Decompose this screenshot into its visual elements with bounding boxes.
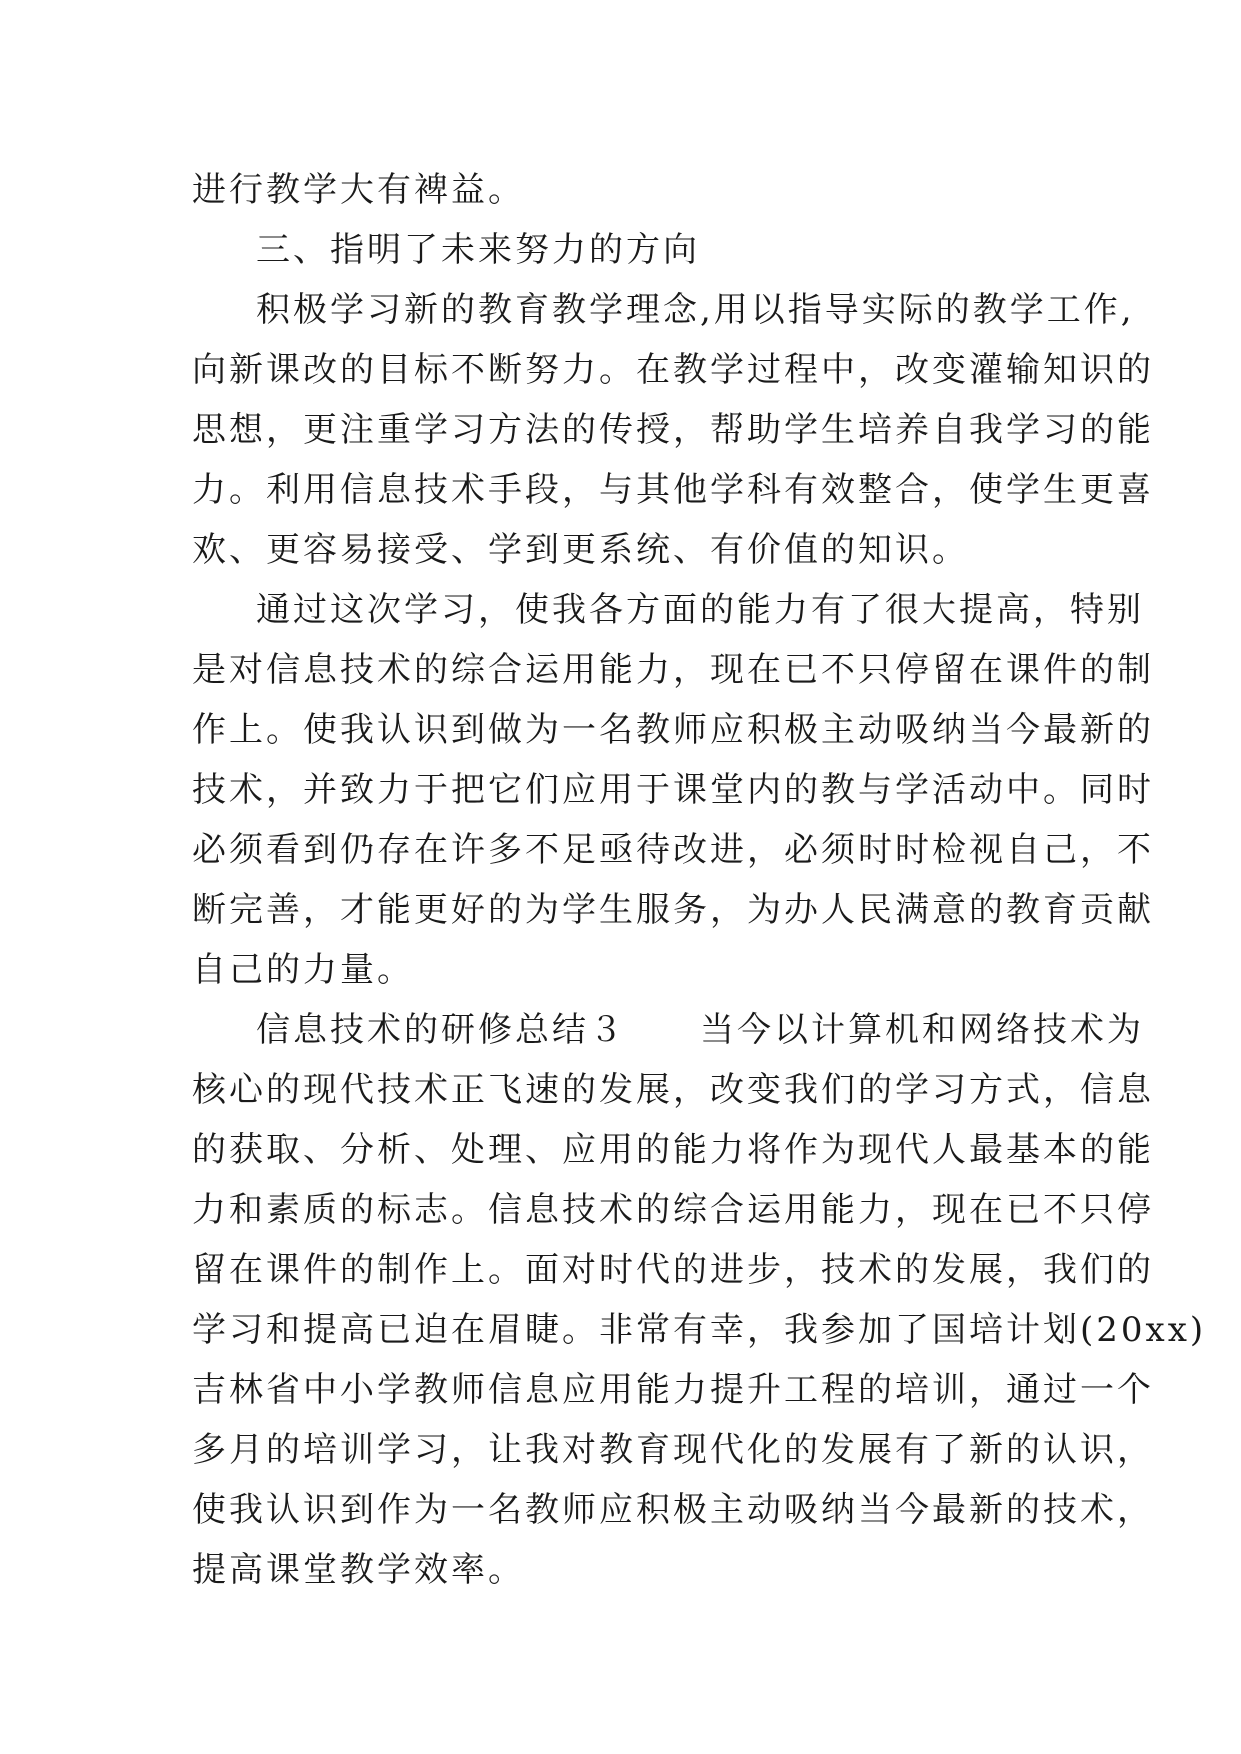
text-line-8: 通过这次学习，使我各方面的能力有了很大提高，特别 bbox=[256, 590, 1144, 630]
text-line-14: 自己的力量。 bbox=[192, 950, 414, 990]
text-line-18: 力和素质的标志。信息技术的综合运用能力，现在已不只停 bbox=[192, 1190, 1154, 1230]
document-body bbox=[192, 160, 1207, 1600]
text-line-21: 吉林省中小学教师信息应用能力提升工程的培训，通过一个 bbox=[192, 1370, 1154, 1410]
text-line-24: 提高课堂教学效率。 bbox=[192, 1550, 525, 1590]
text-line-20: 学习和提高已迫在眉睫。非常有幸，我参加了国培计划(20xx) bbox=[192, 1310, 1207, 1350]
text-line-13: 断完善，才能更好的为学生服务，为办人民满意的教育贡献 bbox=[192, 890, 1154, 930]
text-line-12: 必须看到仍存在许多不足亟待改进，必须时时检视自己，不 bbox=[192, 830, 1154, 870]
text-line-3: 积极学习新的教育教学理念,用以指导实际的教学工作, bbox=[256, 290, 1135, 330]
text-line-9: 是对信息技术的综合运用能力，现在已不只停留在课件的制 bbox=[192, 650, 1154, 690]
text-line-7: 欢、更容易接受、学到更系统、有价值的知识。 bbox=[192, 530, 969, 570]
text-line-16: 核心的现代技术正飞速的发展，改变我们的学习方式，信息 bbox=[192, 1070, 1154, 1110]
text-line-5: 思想，更注重学习方法的传授，帮助学生培养自我学习的能 bbox=[192, 410, 1154, 450]
text-line-10: 作上。使我认识到做为一名教师应积极主动吸纳当今最新的 bbox=[192, 710, 1154, 750]
text-line-4: 向新课改的目标不断努力。在教学过程中，改变灌输知识的 bbox=[192, 350, 1154, 390]
text-line-19: 留在课件的制作上。面对时代的进步，技术的发展，我们的 bbox=[192, 1250, 1154, 1290]
text-line-22: 多月的培训学习，让我对教育现代化的发展有了新的认识， bbox=[192, 1430, 1154, 1470]
section-heading: 三、指明了未来努力的方向 bbox=[256, 230, 700, 270]
text-line-17: 的获取、分析、处理、应用的能力将作为现代人最基本的能 bbox=[192, 1130, 1154, 1170]
text-line-1: 进行教学大有裨益。 bbox=[192, 170, 525, 210]
text-line-23: 使我认识到作为一名教师应积极主动吸纳当今最新的技术， bbox=[192, 1490, 1154, 1530]
summary-title-line: 信息技术的研修总结３ 当今以计算机和网络技术为 bbox=[256, 1010, 1144, 1050]
text-line-11: 技术，并致力于把它们应用于课堂内的教与学活动中。同时 bbox=[192, 770, 1154, 810]
text-line-6: 力。利用信息技术手段，与其他学科有效整合，使学生更喜 bbox=[192, 470, 1154, 510]
